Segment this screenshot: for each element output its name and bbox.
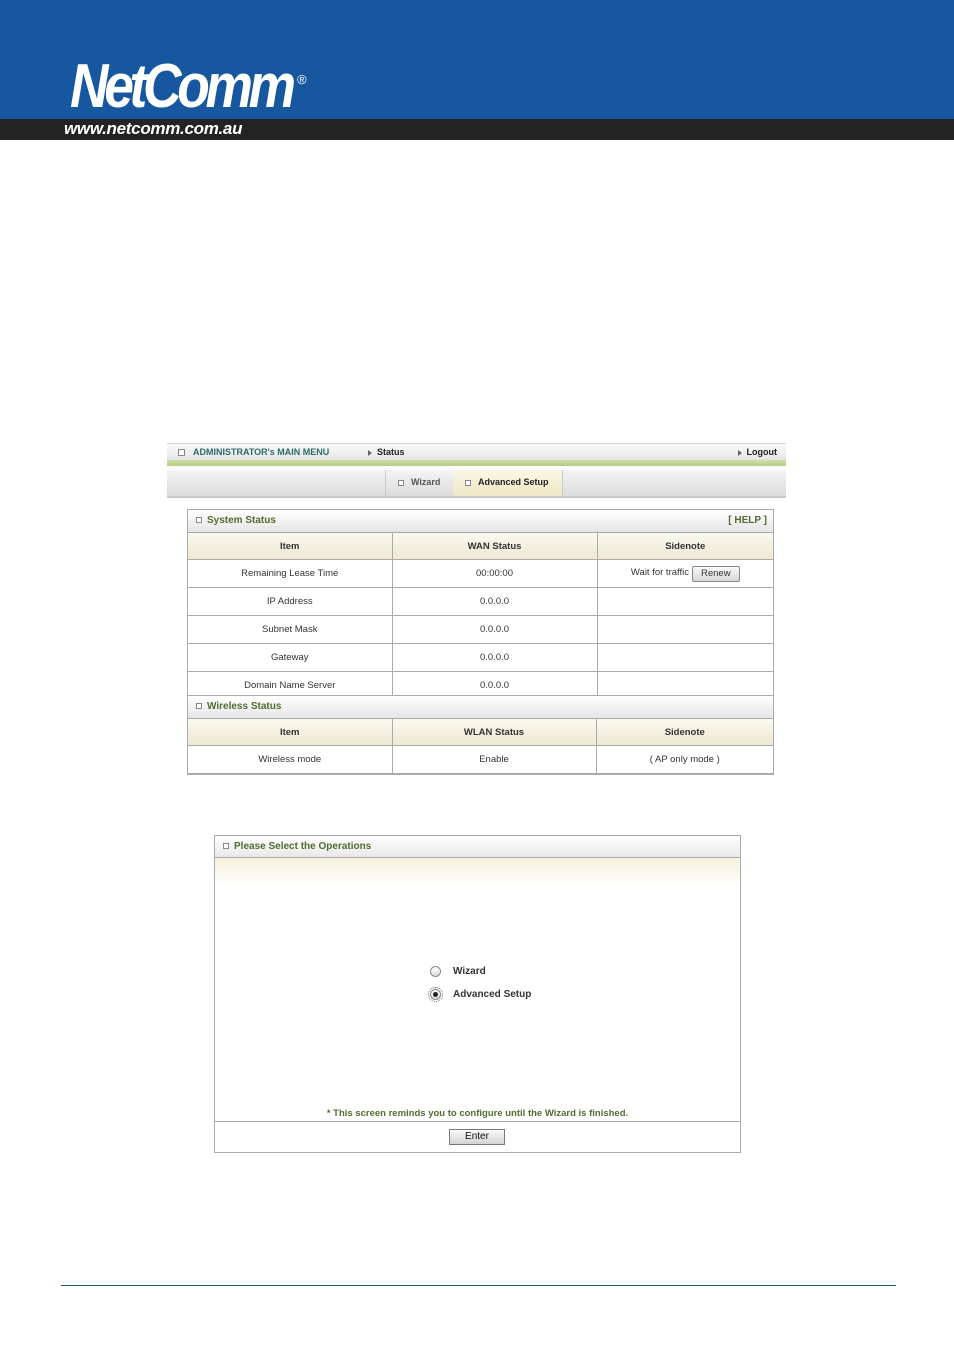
row-value: 0.0.0.0	[392, 644, 597, 672]
row-item: Subnet Mask	[188, 616, 392, 644]
system-status-title	[188, 510, 773, 533]
square-bullet-icon	[196, 517, 202, 523]
status-label: Status	[377, 447, 405, 457]
column-header: WAN Status	[392, 533, 597, 560]
column-header: Item	[188, 533, 392, 560]
sub-nav-bar	[167, 470, 786, 498]
square-bullet-icon	[465, 480, 471, 486]
system-status-table	[188, 533, 773, 699]
title-gradient-band	[215, 858, 740, 886]
system-status-title-text: System Status	[207, 515, 276, 526]
admin-main-menu-link[interactable]	[178, 447, 329, 457]
row-sidenote	[597, 560, 773, 588]
footer-divider	[61, 1285, 896, 1286]
operations-title	[215, 836, 740, 858]
tab-advanced-setup-label: Advanced Setup	[478, 477, 549, 487]
website-url: www.netcomm.com.au	[64, 119, 243, 138]
row-value: 00:00:00	[392, 560, 597, 588]
column-header: WLAN Status	[392, 719, 596, 746]
row-item: Remaining Lease Time	[188, 560, 392, 588]
row-value: 0.0.0.0	[392, 672, 597, 700]
renew-button[interactable]: Renew	[692, 566, 740, 582]
column-header: Sidenote	[596, 719, 773, 746]
table-row	[188, 644, 773, 672]
option-wizard-label: Wizard	[453, 966, 486, 978]
column-header: Item	[188, 719, 392, 746]
row-sidenote: ( AP only mode )	[596, 746, 773, 774]
square-bullet-icon	[223, 843, 229, 849]
row-value: Enable	[392, 746, 596, 774]
advanced-setup-radio[interactable]	[430, 989, 441, 1000]
wizard-radio[interactable]	[430, 966, 441, 977]
button-bar	[215, 1121, 740, 1153]
table-row	[188, 616, 773, 644]
option-advanced-setup[interactable]	[430, 989, 531, 1000]
option-advanced-setup-label: Advanced Setup	[453, 989, 532, 1001]
square-bullet-icon	[398, 480, 404, 486]
help-link[interactable]: [ HELP ]	[728, 515, 767, 526]
wireless-status-table	[188, 719, 773, 774]
table-header-row	[188, 533, 773, 560]
registered-mark: ®	[297, 72, 307, 87]
table-row	[188, 560, 773, 588]
top-nav-bar	[167, 443, 786, 462]
square-bullet-icon	[178, 449, 185, 456]
sidenote-text: Wait for traffic	[630, 567, 689, 579]
operations-screenshot	[214, 835, 741, 1153]
tab-advanced-setup[interactable]	[453, 470, 563, 496]
row-item: Gateway	[188, 644, 392, 672]
status-link[interactable]	[368, 447, 405, 457]
row-item: Domain Name Server	[188, 672, 392, 700]
column-header: Sidenote	[597, 533, 773, 560]
router-status-screenshot	[167, 443, 786, 765]
option-wizard[interactable]	[430, 966, 486, 977]
table-row	[188, 588, 773, 616]
tab-wizard-label: Wizard	[411, 477, 441, 487]
table-row	[188, 746, 773, 774]
wireless-status-title	[188, 696, 773, 719]
operations-title-text: Please Select the Operations	[234, 841, 372, 852]
row-value: 0.0.0.0	[392, 588, 597, 616]
enter-button[interactable]: Enter	[449, 1129, 505, 1145]
system-status-panel	[187, 509, 774, 700]
row-item: Wireless mode	[188, 746, 392, 774]
row-value: 0.0.0.0	[392, 616, 597, 644]
row-sidenote	[597, 616, 773, 644]
row-sidenote	[597, 644, 773, 672]
logout-link[interactable]	[738, 447, 778, 457]
table-header-row	[188, 719, 773, 746]
arrow-right-icon	[368, 450, 372, 456]
wizard-reminder-text: * This screen reminds you to configure until the Wizard is finished.	[326, 1108, 629, 1119]
arrow-right-icon	[738, 450, 742, 456]
row-item: IP Address	[188, 588, 392, 616]
netcomm-logo: NetComm	[70, 52, 292, 121]
admin-main-menu-label: ADMINISTRATOR's MAIN MENU	[193, 447, 330, 457]
wireless-status-panel	[187, 695, 774, 775]
logout-label: Logout	[746, 447, 777, 457]
wireless-status-title-text: Wireless Status	[207, 701, 282, 712]
tab-wizard[interactable]	[385, 470, 454, 496]
row-sidenote	[597, 588, 773, 616]
square-bullet-icon	[196, 703, 202, 709]
nav-accent-line	[167, 460, 786, 466]
